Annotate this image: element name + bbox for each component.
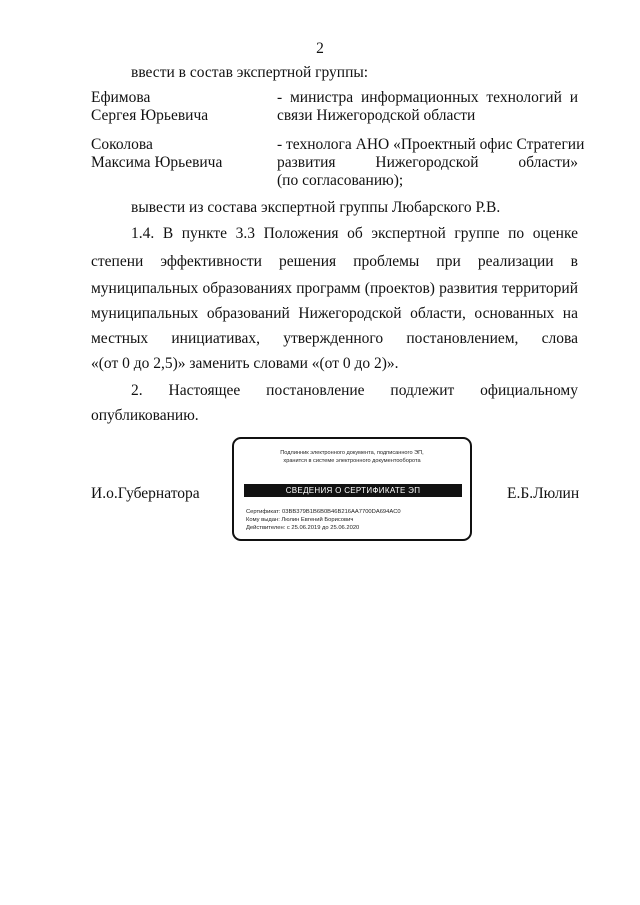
member-2-role-line2: развития Нижегородской области» bbox=[277, 154, 578, 171]
intro-line: ввести в состав экспертной группы: bbox=[131, 64, 369, 81]
member-1-role-line1: - министра информационных технологий и bbox=[277, 89, 578, 106]
stamp-header: СВЕДЕНИЯ О СЕРТИФИКАТЕ ЭП bbox=[244, 484, 462, 497]
para-2-line-2: опубликованию. bbox=[91, 407, 199, 424]
stamp-issued-to: Кому выдан: Люлин Евгений Борисович bbox=[246, 517, 354, 523]
member-2-role-line1: - технолога АНО «Проектный офис Стратегии bbox=[277, 136, 585, 153]
stamp-note-line2: хранится в системе электронного документооборота bbox=[283, 458, 421, 464]
stamp-note bbox=[240, 449, 464, 465]
member-2-name-line1: Соколова bbox=[91, 136, 153, 153]
para-1-4-line-4: муниципальных образований Нижегородской области, основанных на bbox=[91, 305, 578, 322]
member-1-name-line2: Сергея Юрьевича bbox=[91, 107, 209, 124]
para-1-4-line-2: степени эффективности решения проблемы при реализации в bbox=[91, 253, 578, 270]
para-1-4-line-3: муниципальных образованиях программ (проектов) развития территорий bbox=[91, 280, 578, 297]
member-1-name-line1: Ефимова bbox=[91, 89, 151, 106]
member-2-role bbox=[277, 136, 585, 190]
page-number: 2 bbox=[316, 40, 324, 57]
member-2-name-line2: Максима Юрьевича bbox=[91, 154, 223, 171]
member-1-role bbox=[277, 89, 578, 125]
signatory-name: Е.Б.Люлин bbox=[507, 485, 580, 502]
member-2-role-line3: (по согласованию); bbox=[277, 172, 404, 189]
stamp-valid: Действителен: с 25.06.2019 до 25.06.2020 bbox=[246, 525, 360, 531]
signatory-position: И.о.Губернатора bbox=[91, 485, 200, 502]
stamp-certificate: Сертификат: 03BB379B1B6B0B46B216AA7700DA694AC0 bbox=[246, 509, 401, 515]
stamp-info bbox=[246, 508, 401, 532]
member-1-role-line2: связи Нижегородской области bbox=[277, 107, 476, 124]
para-1-4-line-5: местных инициативах, утвержденного постановлением, слова bbox=[91, 330, 578, 347]
para-2-line-1: 2. Настоящее постановление подлежит официальному bbox=[131, 382, 578, 399]
para-1-4-line-6: «(от 0 до 2,5)» заменить словами «(от 0 до 2)». bbox=[91, 355, 399, 372]
stamp-note-line1: Подлинник электронного документа, подписанного ЭП, bbox=[280, 450, 424, 456]
electronic-signature-stamp bbox=[232, 437, 472, 541]
remove-member-line: вывести из состава экспертной группы Любарского Р.В. bbox=[131, 199, 501, 216]
para-1-4-line-1: 1.4. В пункте 3.3 Положения об экспертной группе по оценке bbox=[131, 225, 578, 242]
